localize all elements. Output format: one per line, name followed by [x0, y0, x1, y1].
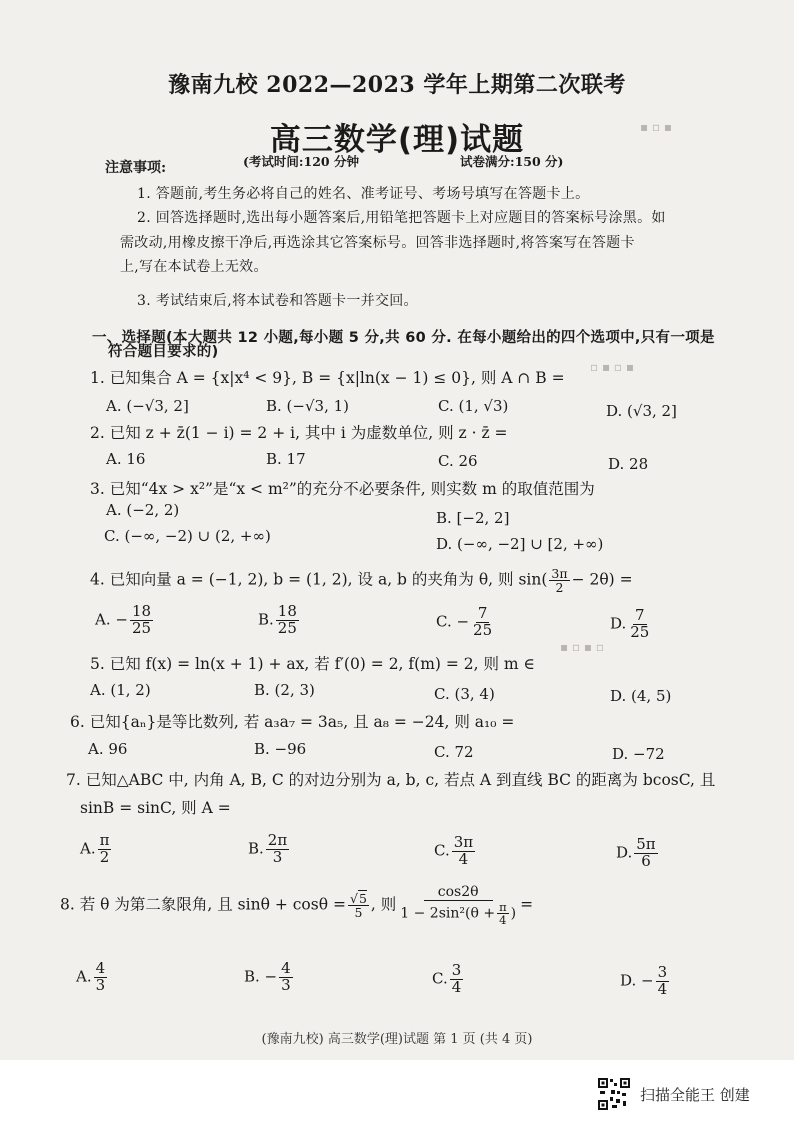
q2-option-b: B. 17 [266, 450, 306, 468]
notice-line: 需改动,用橡皮擦干净后,再选涂其它答案标号。回答非选择题时,将答案写在答题卡 [120, 235, 635, 251]
bleed-through-mark: ▫ ▪ ▫ ▪ [590, 360, 634, 374]
q8-option-b [244, 961, 295, 994]
frac-num: 3 [657, 963, 668, 981]
option-label: B. − [244, 967, 278, 986]
den-text: 1 − 2sin²(θ + [400, 905, 496, 922]
question-3: 3. 已知“4x > x²”是“x < m²”的充分不必要条件, 则实数 m 的取值范围为 [90, 480, 595, 498]
q1-option-d: D. (√3, 2] [606, 402, 677, 420]
question-6: 6. 已知{aₙ}是等比数列, 若 a₃a₇ = 3a₅, 且 a₈ = −24, 则 a₁₀ = [70, 713, 515, 731]
notice-line: 2. 回答选择题时,选出每小题答案后,用铅笔把答题卡上对应题目的答案标号涂黑。如 [137, 210, 666, 226]
q4-option-a [95, 604, 155, 637]
notice-line: 1. 答题前,考生务必将自己的姓名、准考证号、考场号填写在答题卡上。 [137, 186, 590, 202]
q7-option-c [434, 835, 477, 868]
q3-option-b: B. [−2, 2] [436, 509, 510, 527]
frac-den: 4 [451, 977, 462, 996]
notice-line: 上,写在本试卷上无效。 [120, 259, 268, 275]
option-fraction [98, 833, 112, 866]
q5-option-c: C. (3, 4) [434, 685, 495, 703]
q4-option-b [258, 604, 301, 637]
q8-stem-text-mid: , 则 [370, 895, 397, 914]
q4-stem-text-end: − 2θ) = [571, 570, 633, 589]
question-7-cont: sinB = sinC, 则 A = [80, 799, 231, 817]
frac-den: 25 [473, 620, 493, 639]
frac-num: cos2θ [424, 885, 493, 901]
option-label: C. [432, 969, 448, 988]
q2-option-c: C. 26 [438, 452, 478, 470]
frac-num: 18 [131, 602, 152, 620]
q7-option-d [616, 837, 660, 870]
frac-num: √5 [349, 890, 367, 906]
frac-num: 2π [267, 831, 288, 849]
option-label: C. − [436, 612, 470, 631]
frac-den: 2 [99, 847, 110, 866]
frac-den [398, 901, 518, 926]
bleed-through-mark: ▪ ▫ ▪ ▫ [560, 640, 604, 654]
frac-den: 4 [499, 912, 507, 927]
q4-stem-fraction [549, 567, 569, 594]
q2-option-a: A. 16 [106, 450, 146, 468]
option-label: A. [80, 839, 96, 858]
qr-code-icon [597, 1077, 631, 1111]
question-7: 7. 已知△ABC 中, 内角 A, B, C 的对边分别为 a, b, c, 若点 A 到直线 BC 的距离为 bcosC, 且 [66, 771, 716, 789]
option-fraction [634, 837, 657, 870]
q6-option-c: C. 72 [434, 743, 474, 761]
option-fraction [276, 604, 299, 637]
q2-option-d: D. 28 [608, 455, 649, 473]
option-fraction [628, 608, 651, 641]
question-5: 5. 已知 f(x) = ln(x + 1) + ax, 若 f′(0) = 2, f(m) = 2, 则 m ∈ [90, 655, 536, 673]
q5-option-d: D. (4, 5) [610, 687, 672, 705]
notice-heading: 注意事项: [105, 160, 167, 176]
q8-option-c [432, 963, 465, 996]
frac-den: 6 [641, 851, 651, 870]
question-8 [60, 885, 533, 926]
option-label: A. − [95, 610, 128, 629]
radicand: 5 [358, 890, 367, 906]
frac-den: 3 [95, 975, 106, 994]
option-label: C. [434, 841, 450, 860]
q4-option-d [610, 608, 653, 641]
q5-option-b: B. (2, 3) [254, 681, 315, 699]
option-fraction [130, 604, 153, 637]
frac-num: 3 [451, 961, 462, 979]
q8-big-fraction [398, 885, 518, 926]
page-footer: (豫南九校) 高三数学(理)试题 第 1 页 (共 4 页) [261, 1032, 533, 1047]
q1-option-a: A. (−√3, 2] [106, 397, 189, 415]
exam-subject-title: 高三数学(理)试题 [269, 122, 525, 158]
section-heading: 一、选择题(本大题共 12 小题,每小题 5 分,共 60 分. 在每小题给出的四个选项中,只有一项是 [92, 330, 715, 346]
option-fraction [94, 961, 108, 994]
frac-den: 3 [272, 847, 283, 866]
frac-den: 25 [277, 618, 297, 637]
frac-num: π [499, 899, 507, 914]
frac-den: 5 [354, 904, 363, 920]
option-label: B. [248, 839, 264, 858]
frac-den: 25 [630, 622, 650, 641]
frac-den: 4 [657, 979, 668, 998]
exam-time: (考试时间:120 分钟 [243, 154, 359, 169]
frac-num: 5π [636, 835, 656, 853]
q6-option-b: B. −96 [254, 740, 307, 758]
option-label: D. [610, 614, 627, 633]
frac-num: 18 [277, 602, 297, 620]
option-fraction [266, 833, 289, 866]
frac-num: 7 [635, 606, 645, 624]
q8-option-d [620, 965, 671, 998]
den-text-end: ) [510, 905, 517, 922]
option-label: A. [76, 967, 92, 986]
option-fraction [279, 961, 293, 994]
q1-option-c: C. (1, √3) [438, 397, 509, 415]
q8-stem-text: 8. 若 θ 为第二象限角, 且 sinθ + cosθ = [60, 895, 346, 914]
q4-stem-text: 4. 已知向量 a = (−1, 2), b = (1, 2), 设 a, b 的夹角为 θ, 则 sin( [90, 570, 548, 589]
q1-option-b: B. (−√3, 1) [266, 397, 350, 415]
option-fraction [656, 965, 670, 998]
scanner-brand-watermark: 扫描全能王 创建 [640, 1086, 750, 1104]
option-fraction [471, 606, 494, 639]
q3-option-a: A. (−2, 2) [106, 501, 180, 519]
q4-option-c [436, 606, 496, 639]
frac-den: 4 [458, 849, 469, 868]
q3-option-c: C. (−∞, −2) ∪ (2, +∞) [104, 527, 271, 545]
notice-line: 3. 考试结束后,将本试卷和答题卡一并交回。 [137, 293, 418, 309]
q6-option-d: D. −72 [612, 745, 665, 763]
q8-stem-fraction [348, 892, 369, 919]
exam-series-title: 豫南九校 2022—2023 学年上期第二次联考 [168, 72, 626, 98]
option-fraction [450, 963, 464, 996]
q7-option-b [248, 833, 291, 866]
q3-option-d: D. (−∞, −2] ∪ [2, +∞) [436, 535, 604, 553]
q8-option-a [76, 961, 109, 994]
option-label: B. [258, 610, 274, 629]
frac-num: 4 [281, 959, 291, 977]
frac-num: 4 [95, 959, 106, 977]
q4-stem-num: 3π [551, 566, 568, 581]
question-1: 1. 已知集合 A = {x|x⁴ < 9}, B = {x|ln(x − 1) ≤ 0}, 则 A ∩ B = [90, 369, 565, 387]
section-heading-cont: 符合题目要求的) [108, 344, 219, 360]
exam-score: 试卷满分:150 分) [460, 154, 564, 169]
q4-stem-den: 2 [555, 580, 564, 596]
frac-num: 3π [453, 833, 474, 851]
option-label: D. [616, 843, 633, 862]
option-label: D. − [620, 971, 654, 990]
nested-fraction [497, 901, 509, 926]
frac-num: π [99, 831, 110, 849]
bleed-through-mark: ▪ ▫ ▪ [640, 120, 673, 134]
frac-num: 7 [477, 604, 488, 622]
frac-den: 3 [281, 975, 291, 994]
q5-option-a: A. (1, 2) [90, 681, 151, 699]
q8-stem-text-end: = [520, 895, 534, 914]
q6-option-a: A. 96 [88, 740, 128, 758]
option-fraction [452, 835, 475, 868]
frac-den: 25 [131, 618, 152, 637]
question-2: 2. 已知 z + z̄(1 − i) = 2 + i, 其中 i 为虚数单位, 则 z · z̄ = [90, 424, 508, 442]
question-4 [90, 567, 633, 594]
q7-option-a [80, 833, 113, 866]
